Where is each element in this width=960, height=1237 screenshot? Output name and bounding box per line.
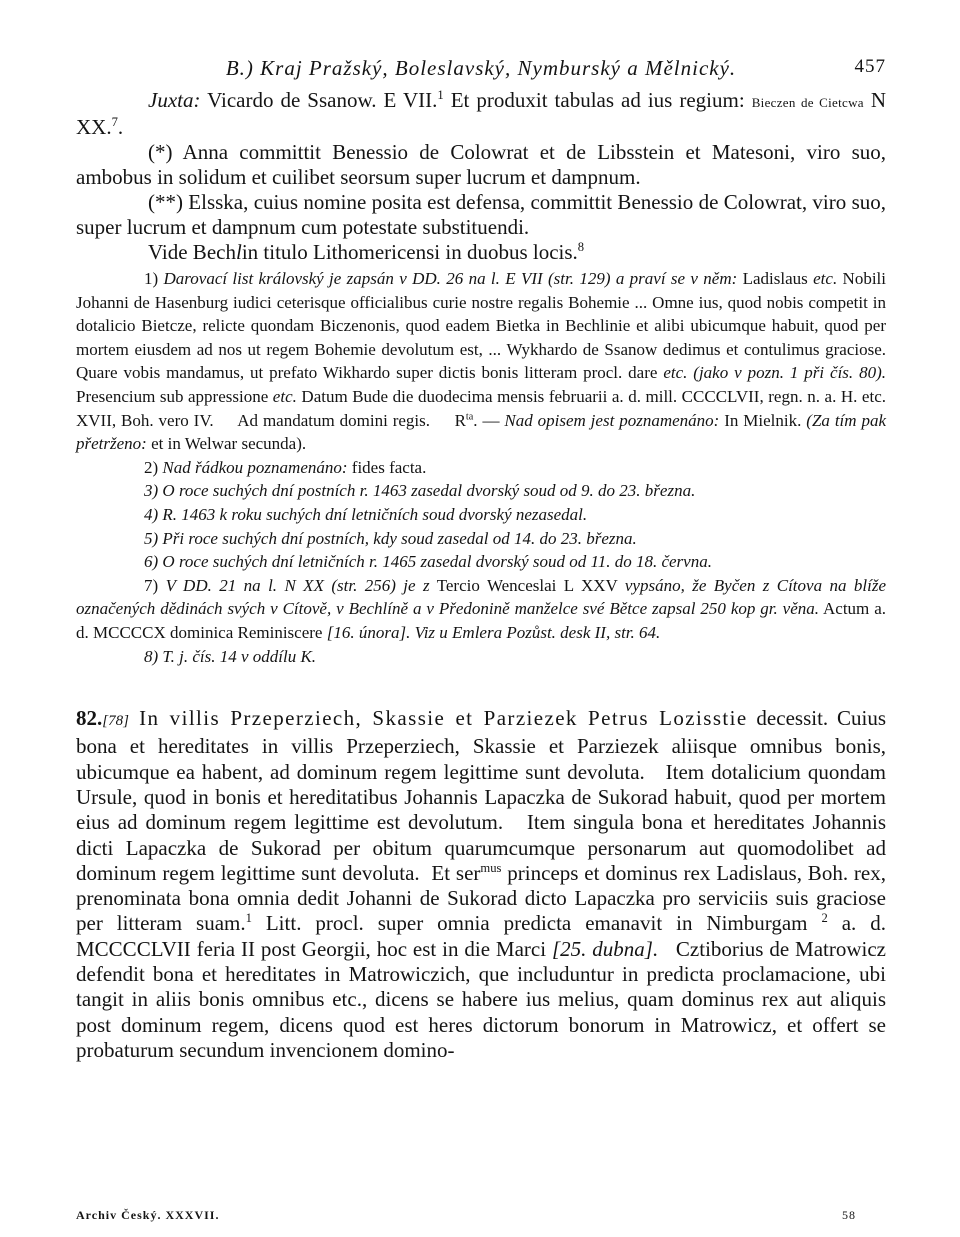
footnote-4 — [76, 503, 886, 527]
text-run: decessit. Cuius bona et hereditates in villis Przeperziech, Skassie et Parziezek aliisque omnibus bonis, ubicumque ea habent, ad dominum regem legittime sunt devoluta. Item dotalicium quondam Ursule, quod in bonis et hereditatibus Johannis Lapaczka de Sukorad habuit, quod per mortem eius ad dominum regem legittime est devolutum. Item singula bona et hereditates Johannis dicti Lapaczka de Sukorad per obitum quarumcumque personarum aut quomodolibet ad dominum regem legittime sunt devoluta. Et ser — [76, 706, 892, 885]
text-run: In Mielnik. — [719, 410, 807, 430]
text-run: a. d. MCCCCLVII feria II post Georgii, hoc est in die Marci — [76, 911, 886, 961]
text-run: Actum a. d. MCCCCX dominica Reminiscere — [76, 599, 886, 642]
entry-lead: In villis Przeperziech, Skassie et Parziezek Petrus Lozisstie — [128, 706, 748, 731]
text-run: . — [117, 115, 124, 139]
footnote-italic: vypsáno, že Byčen z Cítova na blíže označených dědinách svých v Cítově, v Bechlíně a v Předonině manželce své Bětce zapsal 250 kop gr. věna. — [76, 575, 886, 619]
text-run: Et produxit tabulas ad ius regium: — [443, 88, 752, 112]
footnote-ref: 7 — [111, 115, 118, 129]
footnote-1 — [76, 267, 891, 456]
text-run: princeps et dominus rex Ladislaus, Boh. rex, prenominata bona omnia dedit Johanni de Sukorad dicto Lapaczka pro serviciis suis graciose per litteram suam. — [76, 860, 886, 936]
document-page — [76, 48, 892, 1222]
superscript: mus — [480, 860, 502, 875]
running-header — [76, 48, 886, 88]
footnote-text: 4) R. 1463 k roku suchých dní letničních soud dvorský nezasedal. — [144, 504, 588, 524]
italic-letter: l — [235, 240, 242, 264]
footnote-italic: V DD. 21 na l. N XX (str. 256) je z — [165, 575, 430, 595]
footnote-ref: 1 — [437, 88, 444, 102]
text-run: Litt. procl. super omnia predicta emanavit in Nimburgam — [251, 911, 822, 936]
paragraph-vide — [76, 240, 886, 265]
entry-82 — [76, 706, 892, 1063]
footnote-mark: 2) — [144, 457, 163, 477]
text-run: in titulo Lithomericensi in duobus locis. — [241, 240, 578, 264]
footnote-ref: 8 — [577, 240, 585, 254]
footnote-ref: 1 — [245, 911, 252, 926]
text-run: Tercio Wenceslai L XXV — [429, 575, 625, 595]
footnote-text: 5) Při roce suchých dní postních, kdy soud zasedal od 14. do 23. března. — [144, 528, 637, 548]
text-run: Datum Bude die duodecima mensis februarii a. d. mill. CCCCLVII, regn. n. a. H. etc. XVII, Boh. vero IV. Ad mandatum domini regis. R — [76, 386, 891, 430]
superscript: ta — [465, 410, 474, 422]
text-run: . — — [473, 410, 505, 430]
juxta-label: Juxta: — [148, 88, 201, 112]
footnote-italic: etc. (jako v pozn. 1 při čís. 80). — [663, 363, 886, 383]
footnote-text: 8) T. j. čís. 14 v oddílu K. — [144, 646, 317, 666]
footer-sheet-number: 58 — [842, 1208, 856, 1222]
footnote-mark: 1) — [144, 269, 164, 288]
header-title: B.) Kraj Pražský, Boleslavský, Nymburský a Mělnický. — [225, 56, 737, 80]
text-run: Vide Bech — [148, 240, 236, 264]
text-run: Vicardo de Ssanow. E VII. — [200, 88, 438, 112]
paragraph-anna: (*) Anna committit Benessio de Colowrat et de Libsstein et Matesoni, viro suo, ambobus in solidum et cuilibet seorsum super lucrum et dampnum. — [76, 140, 886, 189]
text-run: Ladislaus — [737, 269, 814, 288]
footnotes — [76, 267, 891, 668]
footnote-italic: Nad řádkou poznamenáno: — [162, 457, 348, 477]
footnote-mark: 7) — [144, 575, 166, 595]
footnote-8 — [76, 645, 886, 669]
footnote-3 — [76, 479, 886, 503]
text-run: et in Welwar secunda). — [146, 434, 307, 454]
footnote-italic: Darovací list královský je zapsán v DD. 26 na l. E VII (str. 129) a praví se v něm: — [163, 269, 738, 288]
entry-number: 82. — [76, 706, 103, 731]
text-run: fides facta. — [347, 457, 427, 477]
footnote-7 — [76, 574, 886, 645]
footnote-italic: etc. — [272, 386, 297, 406]
footnote-2 — [76, 456, 886, 480]
paragraph-juxta — [76, 88, 886, 140]
date-italic: [25. dubna]. — [551, 936, 659, 961]
footnote-ref: 2 — [821, 911, 828, 926]
footnote-text: 6) O roce suchých dní letničních r. 1465 zasedal dvorský soud od 11. do 18. června. — [144, 552, 712, 572]
footnote-5 — [76, 527, 886, 551]
footnote-italic: [16. února]. Viz u Emlera Pozůst. desk II, str. 64. — [326, 622, 661, 642]
text-run: Presencium sub appressione — [76, 386, 273, 406]
footnote-text: 3) O roce suchých dní postních r. 1463 zasedal dvorský soud od 9. do 23. března. — [144, 481, 696, 501]
small-text: Bieczen de Cietcwa — [751, 95, 864, 110]
footnote-6 — [76, 550, 886, 574]
text-run: N XX. — [76, 88, 886, 139]
footnote-italic: etc. — [813, 269, 838, 288]
footer-source: Archiv Český. XXXVII. — [76, 1208, 220, 1222]
entry-reference: [78] — [102, 713, 129, 730]
page-number: 457 — [854, 56, 886, 77]
text-run: Cztiborius de Matrowicz defendit bona et hereditates in Matrowiczich, que includuntur in predicta proclamacione, ubi tangit in aliis bonis omnibus etc., dicens se habere ius melius, quam dominus rex aut aliquis post dominum regem, dicens quod est heres dictorum bonorum in Matrowicz, et offert se probaturum secundum invencionem domino- — [76, 936, 892, 1062]
footnote-italic: Nad opisem jest poznamenáno: — [504, 410, 720, 430]
text-run: Nobili Johanni de Hasenburg iudici ceterisque officialibus curie nostre regalis Bohemie ... Omne ius, quod nobis competit in dotalicio Bietcze, relicte quondam Biczenonis, quod eadem Bietka in Bechlinie et alibi ubicumque habuit, quod per mortem eiusdem ad nos ut regem Bohemie devolutum est, ... Wykhardo de Ssanow dedimus et contulimus graciose. Quare vobis mandamus, ut prefato Wikhardo super dictis bonis litteram procl. dare — [76, 269, 886, 383]
paragraph-elsska: (**) Elsska, cuius nomine posita est defensa, committit Benessio de Colowrat, viro suo, super lucrum et dampnum cum potestate substituendi. — [76, 190, 886, 239]
footnote-italic: (Za tím pak přetrženo: — [76, 410, 887, 454]
